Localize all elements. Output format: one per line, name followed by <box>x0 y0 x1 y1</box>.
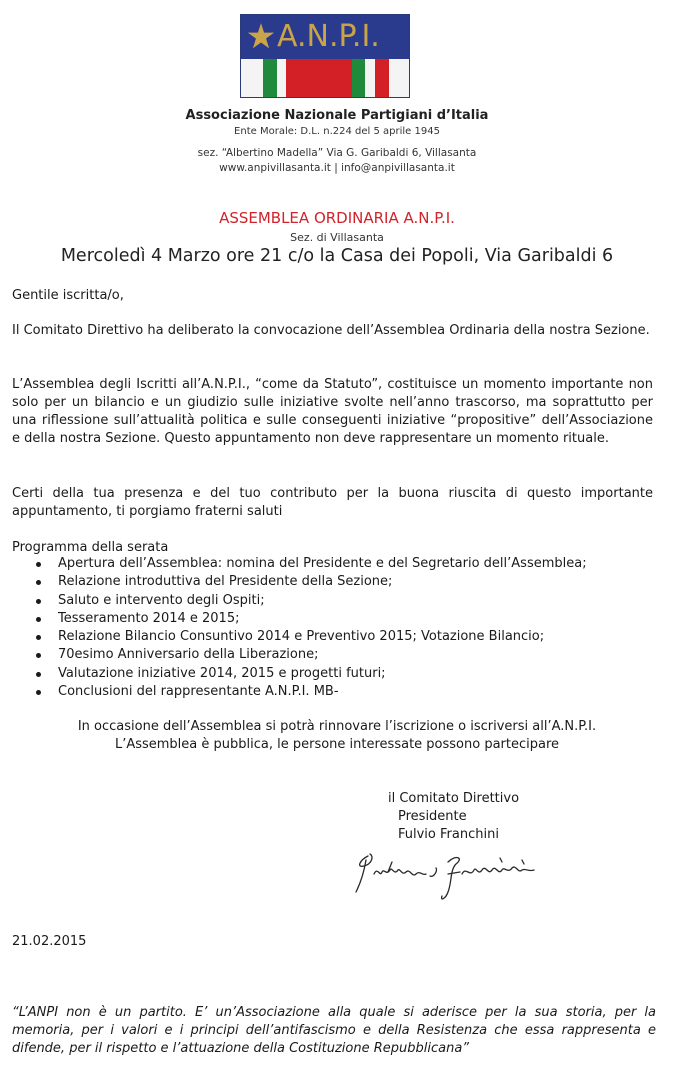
president-label: Presidente <box>398 809 467 824</box>
list-item: Conclusioni del rappresentante A.N.P.I. MB- <box>36 683 587 701</box>
list-item: Valutazione iniziative 2014, 2015 e progetti futuri; <box>36 665 587 683</box>
meeting-details: Mercoledì 4 Marzo ore 21 c/o la Casa dei Popoli, Via Garibaldi 6 <box>60 246 614 266</box>
bullet-icon <box>36 653 41 658</box>
notice-title: ASSEMBLEA ORDINARIA A.N.P.I. <box>219 209 455 227</box>
paragraph-assembly: L’Assemblea degli Iscritti all’A.N.P.I., “come da Statuto”, costituisce un momento importante non solo per un bilancio e un giudizio sulle iniziative svolte nell’anno trascorso, ma soprattutto per una riflessione sull’attualità politica e sulle conseguenti iniziative “propositive” dell’Associazione e della nostra Sezione. Questo appuntamento non deve rappresentare un momento rituale. <box>12 377 653 446</box>
list-item: 70esimo Anniversario della Liberazione; <box>36 646 587 664</box>
public-note: L’Assemblea è pubblica, le persone interessate possono partecipare <box>114 737 560 752</box>
list-item: Saluto e intervento degli Ospiti; <box>36 592 587 610</box>
president-name: Fulvio Franchini <box>398 827 499 842</box>
bullet-icon <box>36 690 41 695</box>
list-item: Relazione Bilancio Consuntivo 2014 e Preventivo 2015; Votazione Bilancio; <box>36 628 587 646</box>
committee-label: il Comitato Direttivo <box>388 791 520 806</box>
list-item: Tesseramento 2014 e 2015; <box>36 610 587 628</box>
ente-morale: Ente Morale: D.L. n.224 del 5 aprile 1945 <box>234 126 440 137</box>
program-title: Programma della serata <box>12 540 169 555</box>
star-icon <box>247 22 275 50</box>
signature-image <box>352 848 542 908</box>
bullet-icon <box>36 635 41 640</box>
bullet-icon <box>36 617 41 622</box>
bullet-icon <box>36 562 41 567</box>
bullet-icon <box>36 599 41 604</box>
logo-text: A.N.P.I. <box>277 19 380 54</box>
list-item: Apertura dell’Assemblea: nomina del Presidente e del Segretario dell’Assemblea; <box>36 555 587 573</box>
document-date: 21.02.2015 <box>12 934 87 949</box>
logo-flag-stripes <box>241 59 409 98</box>
section-address: sez. “Albertino Madella” Via G. Garibaldi 6, Villasanta <box>197 147 477 159</box>
notice-subtitle: Sez. di Villasanta <box>290 231 384 244</box>
contacts: www.anpivillasanta.it | info@anpivillasanta.it <box>219 162 455 174</box>
bullet-icon <box>36 672 41 677</box>
list-item: Relazione introduttiva del Presidente della Sezione; <box>36 573 587 591</box>
bullet-icon <box>36 580 41 585</box>
greeting: Gentile iscritta/o, <box>12 288 124 303</box>
paragraph-convocation: Il Comitato Direttivo ha deliberato la convocazione dell’Assemblea Ordinaria della nostra Sezione. <box>12 323 650 338</box>
program-list <box>36 555 587 701</box>
anpi-logo <box>240 14 410 98</box>
org-name: Associazione Nazionale Partigiani d’Italia <box>185 108 489 123</box>
anpi-quote: “L’ANPI non è un partito. E’ un’Associazione alla quale si aderisce per la sua storia, per la memoria, per i valori e i principi dell’antifascismo e della Resistenza che essa rappresenta e difende, per il rispetto e l’attuazione della Costituzione Repubblicana” <box>12 1005 656 1056</box>
renewal-note: In occasione dell’Assemblea si potrà rinnovare l’iscrizione o iscriversi all’A.N.P.I. <box>77 719 597 734</box>
paragraph-closing: Certi della tua presenza e del tuo contributo per la buona riuscita di questo importante appuntamento, ti porgiamo fraterni saluti <box>12 486 653 519</box>
